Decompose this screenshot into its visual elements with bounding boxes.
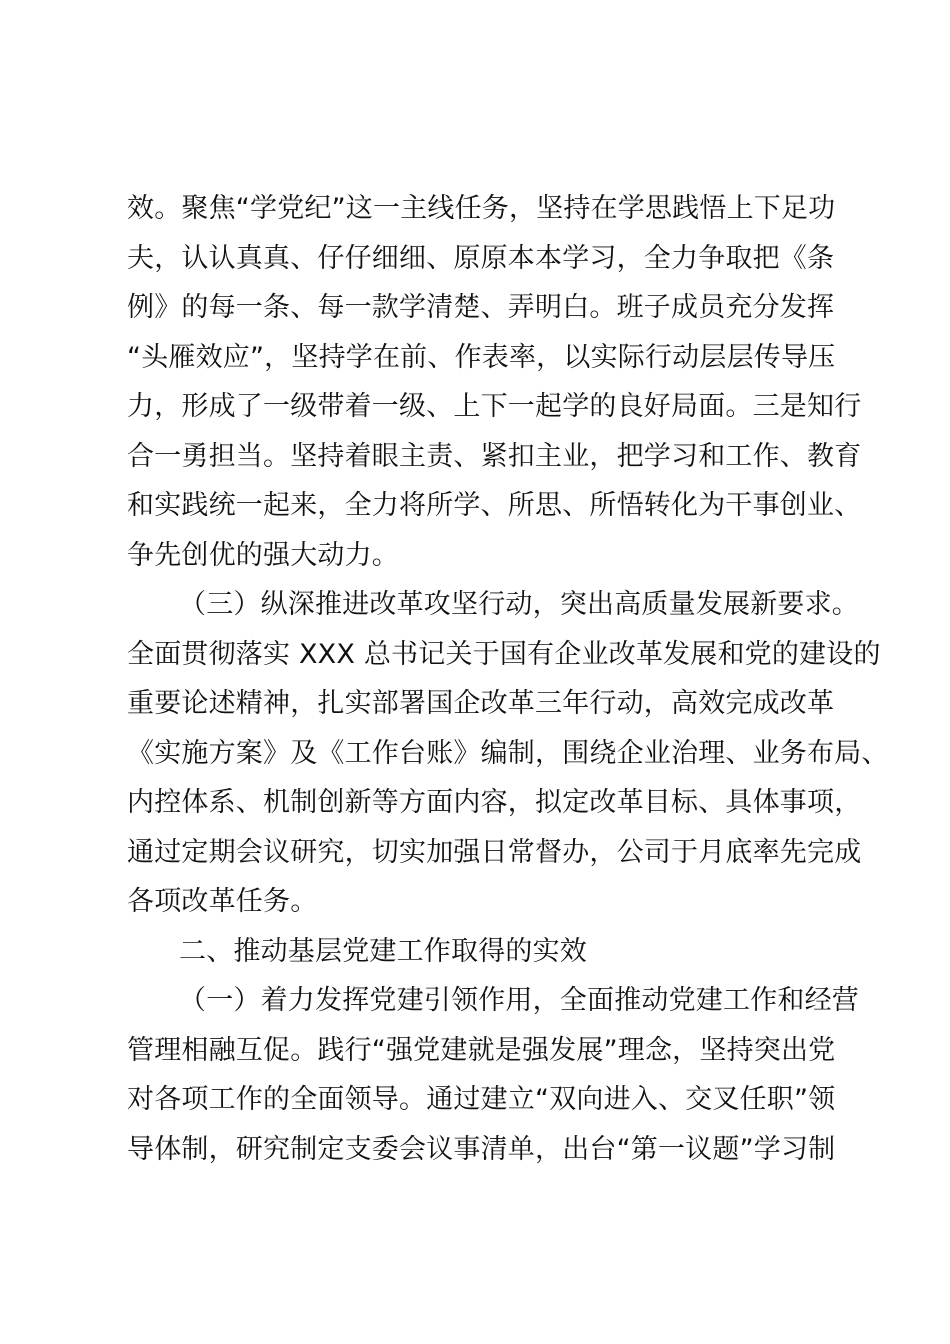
paragraph-heading: （三）纵深推进改革攻坚行动，突出高质量发展新要求。 — [179, 589, 859, 620]
text-line: 夫，认认真真、仔仔细细、原原本本学习，全力争取把《条 — [127, 242, 835, 274]
text-line: 《实施方案》及《工作台账》编制，围绕企业治理、业务布局、 — [127, 737, 889, 769]
text-line: 合一勇担当。坚持着眼主责、紧扣主业，把学习和工作、教育 — [127, 440, 862, 472]
text-line: 例》的每一条、每一款学清楚、弄明白。班子成员充分发挥 — [127, 292, 835, 323]
text-line: 全面贯彻落实 XXX 总书记关于国有企业改革发展和党的建设的 — [127, 638, 881, 670]
text-line: 管理相融互促。践行“强党建就是强发展”理念，坚持突出党 — [127, 1034, 836, 1066]
text-line: 导体制，研究制定支委会议事清单，出台“第一议题”学习制 — [127, 1133, 836, 1165]
text-line: 重要论述精神，扎实部署国企改革三年行动，高效完成改革 — [127, 688, 835, 719]
text-line: 和实践统一起来，全力将所学、所思、所悟转化为干事创业、 — [127, 490, 862, 521]
text-line: 争先创优的强大动力。 — [127, 539, 399, 571]
section-heading: 二、推动基层党建工作取得的实效 — [179, 935, 587, 967]
text-line: “头雁效应”，坚持学在前、作表率，以实际行动层层传导压 — [127, 341, 836, 373]
text-line: 内控体系、机制创新等方面内容，拟定改革目标、具体事项， — [127, 787, 862, 818]
document-body — [127, 184, 889, 1174]
text-line: 通过定期会议研究，切实加强日常督办，公司于月底率先完成 — [127, 836, 862, 868]
text-line: 效。聚焦“学党纪”这一主线任务，坚持在学思践悟上下足功 — [127, 193, 836, 224]
paragraph-heading: （一）着力发挥党建引领作用，全面推动党建工作和经营 — [179, 985, 859, 1016]
text-line: 对各项工作的全面领导。通过建立“双向进入、交叉任职”领 — [127, 1084, 836, 1115]
text-line: 各项改革任务。 — [127, 886, 318, 917]
text-line: 力，形成了一级带着一级、上下一起学的良好局面。三是知行 — [127, 391, 862, 422]
